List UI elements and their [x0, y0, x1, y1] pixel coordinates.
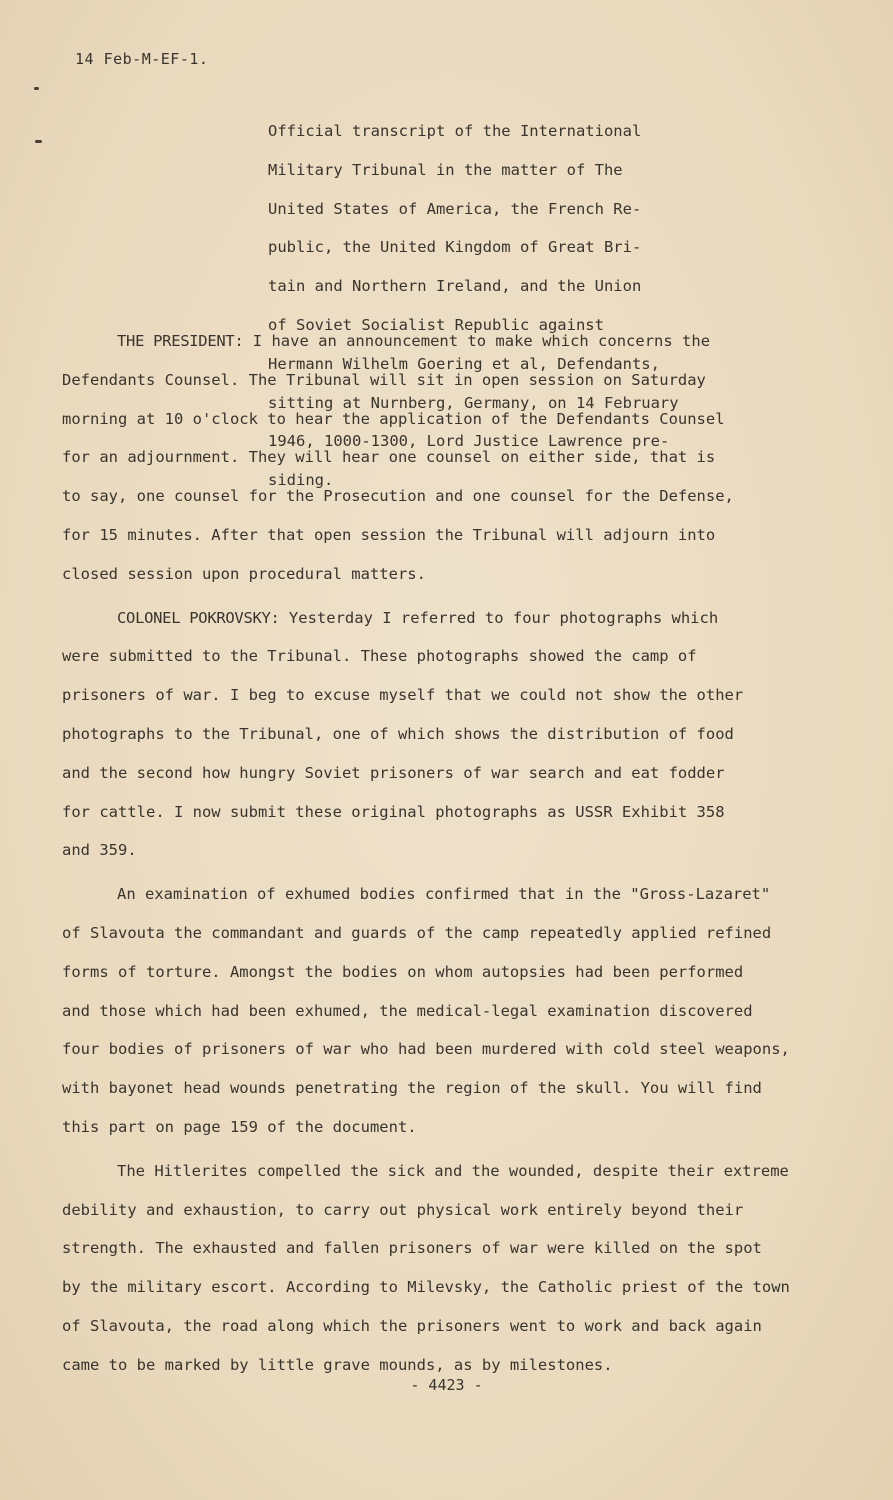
caption-line: Hermann Wilhelm Goering et al, Defendants,: [268, 354, 660, 373]
caption-line: sitting at Nurnberg, Germany, on 14 February: [268, 393, 679, 412]
caption-line: of Soviet Socialist Republic against: [268, 315, 604, 334]
paragraph-line: and 359.: [62, 841, 137, 860]
caption-line: siding.: [268, 471, 334, 490]
paragraph-line: closed session upon procedural matters.: [62, 564, 426, 583]
paragraph-line: strength. The exhausted and fallen prisoners of war were killed on the spot: [62, 1239, 762, 1258]
caption-line: United States of America, the French Re-: [268, 199, 642, 218]
ink-mark: [35, 140, 42, 143]
caption-line: 1946, 1000-1300, Lord Justice Lawrence pre-: [268, 432, 670, 451]
paragraph-line: prisoners of war. I beg to excuse myself that we could not show the other: [62, 686, 744, 705]
speaker-label: COLONEL POKROVSKY:: [117, 608, 280, 627]
transcript-body: [62, 322, 822, 1385]
paragraph-line: and those which had been exhumed, the medical-legal examination discovered: [62, 1001, 753, 1020]
paragraph-line: [62, 322, 822, 361]
paragraph-line: morning at 10 o'clock to hear the application of the Defendants Counsel: [62, 409, 725, 428]
paragraph-line: for an adjournment. They will hear one counsel on either side, that is: [62, 448, 716, 467]
paragraph-pokrovsky: [62, 599, 822, 871]
document-code: 14 Feb-M-EF-1.: [75, 50, 209, 68]
paragraph-line: for 15 minutes. After that open session the Tribunal will adjourn into: [62, 525, 716, 544]
paragraph-line: debility and exhaustion, to carry out physical work entirely beyond their: [62, 1200, 744, 1219]
paragraph-president: [62, 322, 822, 594]
caption-line: tain and Northern Ireland, and the Union: [268, 277, 642, 296]
paragraph-line: four bodies of prisoners of war who had been murdered with cold steel weapons,: [62, 1040, 790, 1059]
speaker-label: THE PRESIDENT:: [117, 332, 244, 350]
paragraph-line: photographs to the Tribunal, one of which shows the distribution of food: [62, 724, 734, 743]
paragraph-line: and the second how hungry Soviet prisoners of war search and eat fodder: [62, 763, 725, 782]
speech-text: I have an announcement to make which concerns the: [243, 332, 711, 350]
page-number: - 4423 -: [410, 1376, 483, 1394]
paragraph-hitlerites: [62, 1152, 822, 1385]
paragraph-line: [62, 599, 822, 638]
speech-text: Yesterday I referred to four photographs which: [279, 608, 719, 627]
paragraph-exhumation: [62, 875, 822, 1147]
caption-line: Military Tribunal in the matter of The: [268, 160, 623, 179]
paragraph-line: Defendants Counsel. The Tribunal will sit in open session on Saturday: [62, 370, 706, 389]
paragraph-line: this part on page 159 of the document.: [62, 1117, 417, 1136]
paragraph-line: to say, one counsel for the Prosecution and one counsel for the Defense,: [62, 487, 734, 506]
paragraph-line: came to be marked by little grave mounds, as by milestones.: [62, 1355, 613, 1374]
caption-line: public, the United Kingdom of Great Bri-: [268, 238, 642, 257]
paragraph-line: with bayonet head wounds penetrating the region of the skull. You will find: [62, 1079, 762, 1098]
paragraph-line: by the military escort. According to Milevsky, the Catholic priest of the town: [62, 1278, 790, 1297]
paragraph-line: An examination of exhumed bodies confirmed that in the "Gross-Lazaret": [117, 885, 771, 904]
paragraph-line: were submitted to the Tribunal. These photographs showed the camp of: [62, 647, 697, 666]
ink-mark: [34, 87, 39, 90]
paragraph-line: The Hitlerites compelled the sick and the wounded, despite their extreme: [117, 1161, 789, 1180]
paragraph-line: of Slavouta the commandant and guards of the camp repeatedly applied refined: [62, 923, 772, 942]
caption-line: Official transcript of the International: [268, 122, 642, 140]
paragraph-line: for cattle. I now submit these original photographs as USSR Exhibit 358: [62, 802, 725, 821]
paragraph-line: forms of torture. Amongst the bodies on whom autopsies had been performed: [62, 962, 744, 981]
paragraph-line: of Slavouta, the road along which the prisoners went to work and back again: [62, 1316, 762, 1335]
